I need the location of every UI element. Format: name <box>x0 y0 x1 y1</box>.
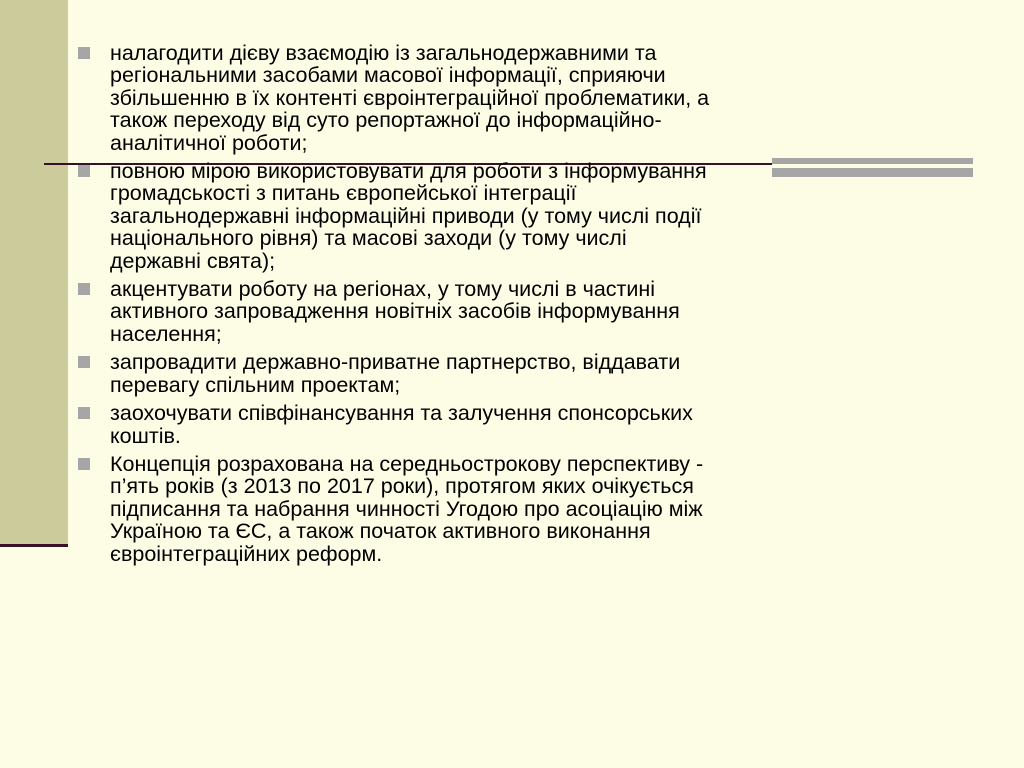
bullet-text: запровадити державно-приватне партнерство, віддавати перевагу спільним проектам; <box>110 350 681 397</box>
square-bullet-icon <box>78 458 90 470</box>
square-bullet-icon <box>78 356 90 368</box>
left-decorative-band <box>0 0 68 544</box>
list-item <box>78 453 908 565</box>
list-item <box>78 42 908 154</box>
square-bullet-icon <box>78 283 90 295</box>
bullet-text: заохочувати співфінансування та залучення спонсорських коштів. <box>110 401 693 448</box>
list-item <box>78 278 908 345</box>
left-band-underline <box>0 544 68 547</box>
square-bullet-icon <box>78 165 90 177</box>
square-bullet-icon <box>78 47 90 59</box>
list-item <box>78 160 908 272</box>
bullet-text: акцентувати роботу на регіонах, у тому числі в частині активного запровадження новітніх засобів інформування населення; <box>110 277 680 346</box>
bullet-text: повною мірою використовувати для роботи з інформування громадськості з питань європейської інтеграції загальнодержавні інформаційні приводи (у тому числі події національного рівня) та масові заходи (у тому числі державні свята); <box>110 159 707 273</box>
bullet-list <box>78 42 908 571</box>
list-item <box>78 402 908 447</box>
bullet-text: налагодити дієву взаємодію із загальнодержавними та регіональними засобами масової інформації, сприяючи збільшенню в їх контенті євроінтеграційної проблематики, а також переходу від суто репортажної до інформаційно- аналітичної роботи; <box>110 41 710 155</box>
list-item <box>78 351 908 396</box>
square-bullet-icon <box>78 407 90 419</box>
bullet-text: Концепція розрахована на середньострокову перспективу - п’ять років (з 2013 по 2017 роки), протягом яких очікується підписання та набрання чинності Угодою про асоціацію між Україною та ЄС, а також початок активного виконання євроінтеграційних реформ. <box>110 451 704 566</box>
